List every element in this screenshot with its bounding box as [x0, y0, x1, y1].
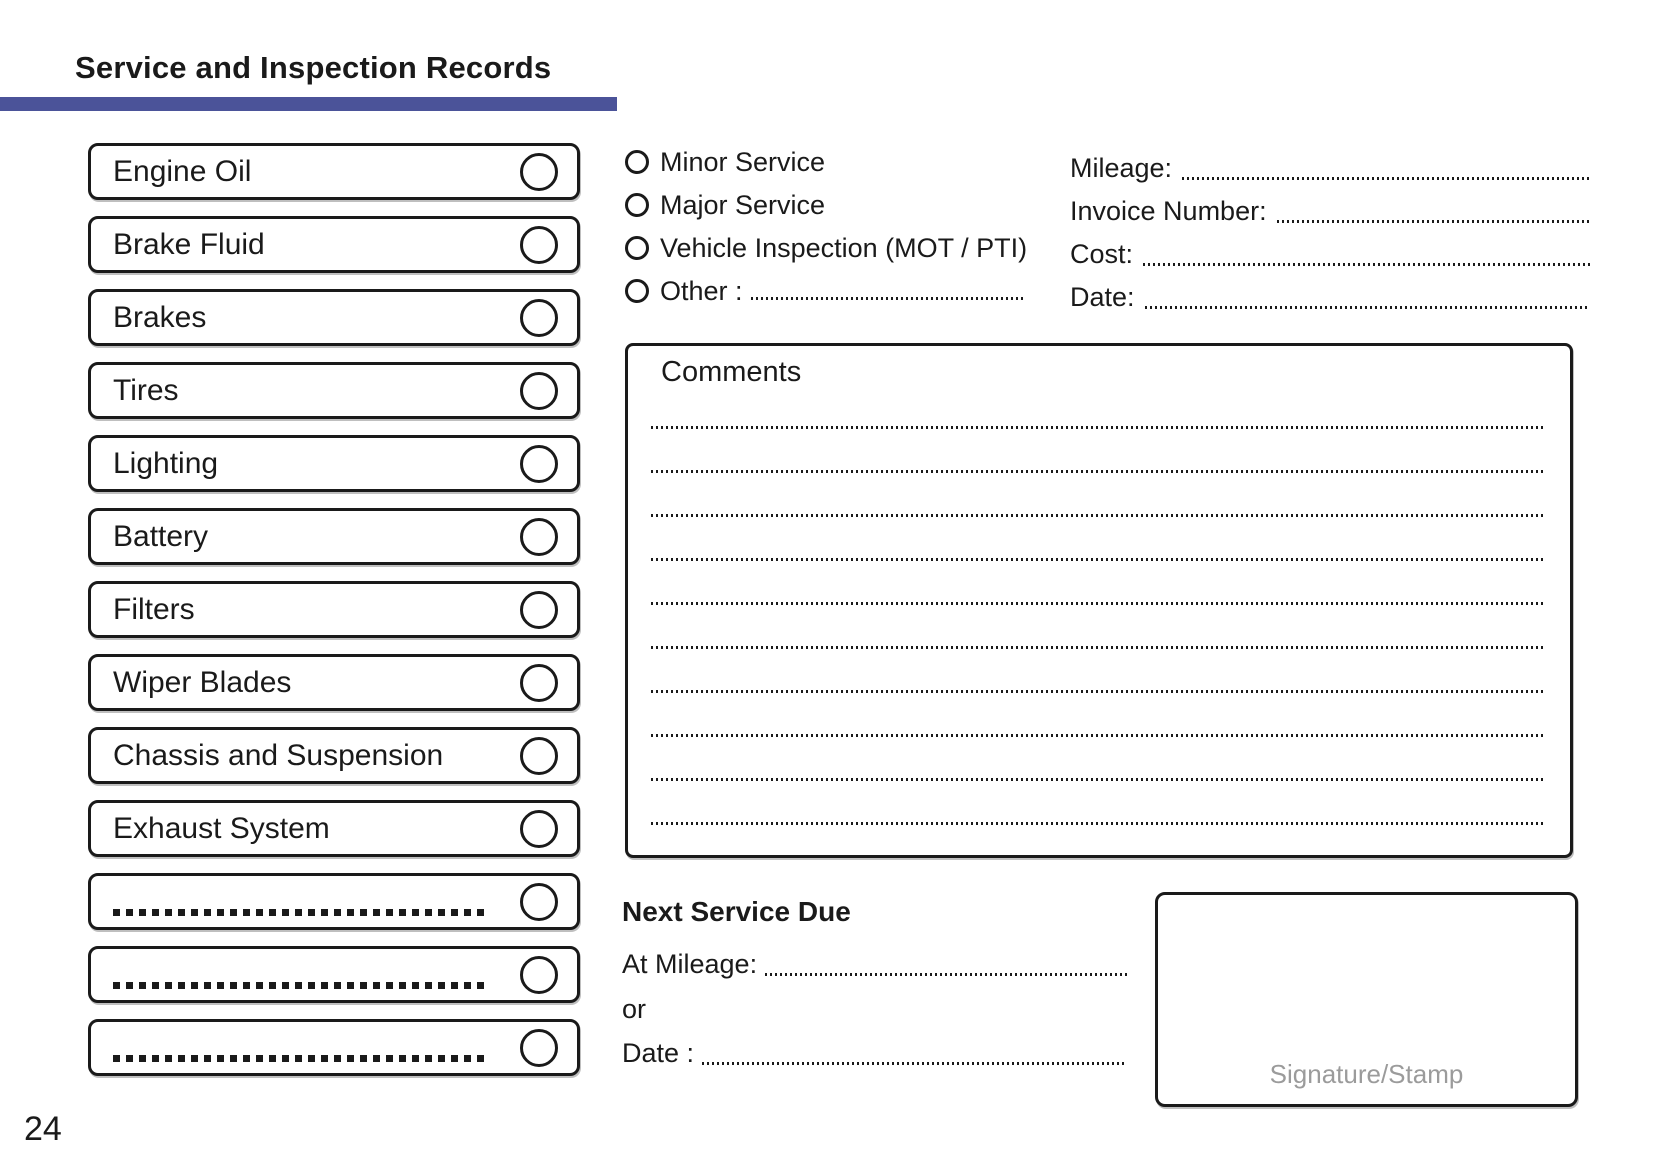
checklist-item-blank-2: [88, 946, 580, 1003]
checklist-item-label: Chassis and Suspension: [113, 738, 444, 772]
checklist-item-label: Brakes: [113, 300, 207, 334]
field-label: Mileage:: [1070, 153, 1173, 183]
invoice-number-write-in-line[interactable]: [1277, 220, 1590, 223]
comment-line[interactable]: [651, 646, 1545, 649]
comment-line[interactable]: [651, 514, 1545, 517]
check-circle[interactable]: [520, 591, 558, 629]
signature-stamp-box[interactable]: [1155, 892, 1578, 1107]
service-type-row-major-service: [625, 191, 1027, 219]
comment-line[interactable]: [651, 602, 1545, 605]
radio-circle-other[interactable]: [625, 279, 649, 303]
checklist-item-label: Engine Oil: [113, 154, 252, 188]
next-service-or-label: or: [622, 994, 647, 1024]
title-accent-bar: [0, 97, 617, 111]
service-type-row-minor-service: [625, 148, 1027, 176]
next-service-due-section: [622, 896, 1127, 1069]
check-circle[interactable]: [520, 883, 558, 921]
check-circle[interactable]: [520, 664, 558, 702]
field-label: Cost:: [1070, 239, 1134, 269]
checklist-item-exhaust-system: [88, 800, 580, 857]
check-circle[interactable]: [520, 518, 558, 556]
cost-write-in-line[interactable]: [1143, 263, 1590, 266]
field-row-date: [1070, 282, 1590, 313]
blank-item-write-in-line[interactable]: [113, 1055, 489, 1062]
comment-line[interactable]: [651, 822, 1545, 825]
checklist-item-engine-oil: [88, 143, 580, 200]
service-type-row-other: [625, 277, 1027, 305]
next-service-date-line[interactable]: [702, 1062, 1127, 1065]
next-service-due-title: Next Service Due: [622, 896, 851, 927]
signature-stamp-label: Signature/Stamp: [1269, 1059, 1464, 1089]
check-circle[interactable]: [520, 1029, 558, 1067]
next-service-mileage-label: At Mileage:: [622, 949, 758, 979]
check-circle[interactable]: [520, 445, 558, 483]
radio-circle-minor-service[interactable]: [625, 150, 649, 174]
checklist-item-label: Tires: [113, 373, 179, 407]
check-circle[interactable]: [520, 226, 558, 264]
checklist-item-lighting: [88, 435, 580, 492]
checklist-item-blank-3: [88, 1019, 580, 1076]
field-row-invoice-number: [1070, 196, 1590, 227]
comment-lines: [651, 426, 1545, 866]
field-label: Invoice Number:: [1070, 196, 1267, 226]
service-type-label: Vehicle Inspection (MOT / PTI): [660, 232, 1028, 263]
comment-line[interactable]: [651, 470, 1545, 473]
check-circle[interactable]: [520, 956, 558, 994]
field-row-mileage: [1070, 153, 1590, 184]
next-service-date-label: Date :: [622, 1038, 695, 1068]
comments-box: [625, 343, 1573, 858]
check-circle[interactable]: [520, 153, 558, 191]
radio-circle-vehicle-inspection-mot-pti[interactable]: [625, 236, 649, 260]
checklist-item-battery: [88, 508, 580, 565]
comment-line[interactable]: [651, 558, 1545, 561]
check-circle[interactable]: [520, 372, 558, 410]
checklist-item-label: Filters: [113, 592, 195, 626]
checklist-item-tires: [88, 362, 580, 419]
comment-line[interactable]: [651, 778, 1545, 781]
checklist-item-filters: [88, 581, 580, 638]
checklist-item-blank-1: [88, 873, 580, 930]
checklist-item-label: Exhaust System: [113, 811, 330, 845]
comment-line[interactable]: [651, 690, 1545, 693]
next-service-mileage-line[interactable]: [765, 973, 1127, 976]
checklist-item-label: Lighting: [113, 446, 219, 480]
service-type-label: Other :: [660, 275, 743, 306]
checklist-item-label: Wiper Blades: [113, 665, 292, 699]
service-type-label: Minor Service: [660, 146, 826, 177]
comment-line[interactable]: [651, 426, 1545, 429]
radio-circle-major-service[interactable]: [625, 193, 649, 217]
checklist-item-wiper-blades: [88, 654, 580, 711]
page-number: 24: [24, 1110, 62, 1148]
service-type-options: [625, 148, 1027, 305]
other-write-in-line[interactable]: [751, 297, 1023, 300]
check-circle[interactable]: [520, 810, 558, 848]
checklist-item-brake-fluid: [88, 216, 580, 273]
service-checklist: [88, 143, 580, 1076]
date-write-in-line[interactable]: [1145, 306, 1590, 309]
page-title: Service and Inspection Records: [75, 50, 552, 85]
checklist-item-chassis-and-suspension: [88, 727, 580, 784]
checklist-item-label: Brake Fluid: [113, 227, 265, 261]
comments-title: Comments: [661, 356, 802, 388]
field-row-cost: [1070, 239, 1590, 270]
blank-item-write-in-line[interactable]: [113, 909, 489, 916]
checklist-item-brakes: [88, 289, 580, 346]
check-circle[interactable]: [520, 299, 558, 337]
mileage-write-in-line[interactable]: [1182, 177, 1590, 180]
check-circle[interactable]: [520, 737, 558, 775]
checklist-item-label: Battery: [113, 519, 209, 553]
service-type-row-vehicle-inspection-mot-pti: [625, 234, 1027, 262]
record-fields: [1070, 153, 1590, 313]
blank-item-write-in-line[interactable]: [113, 982, 489, 989]
comment-line[interactable]: [651, 734, 1545, 737]
service-type-label: Major Service: [660, 189, 826, 220]
field-label: Date:: [1070, 282, 1135, 312]
